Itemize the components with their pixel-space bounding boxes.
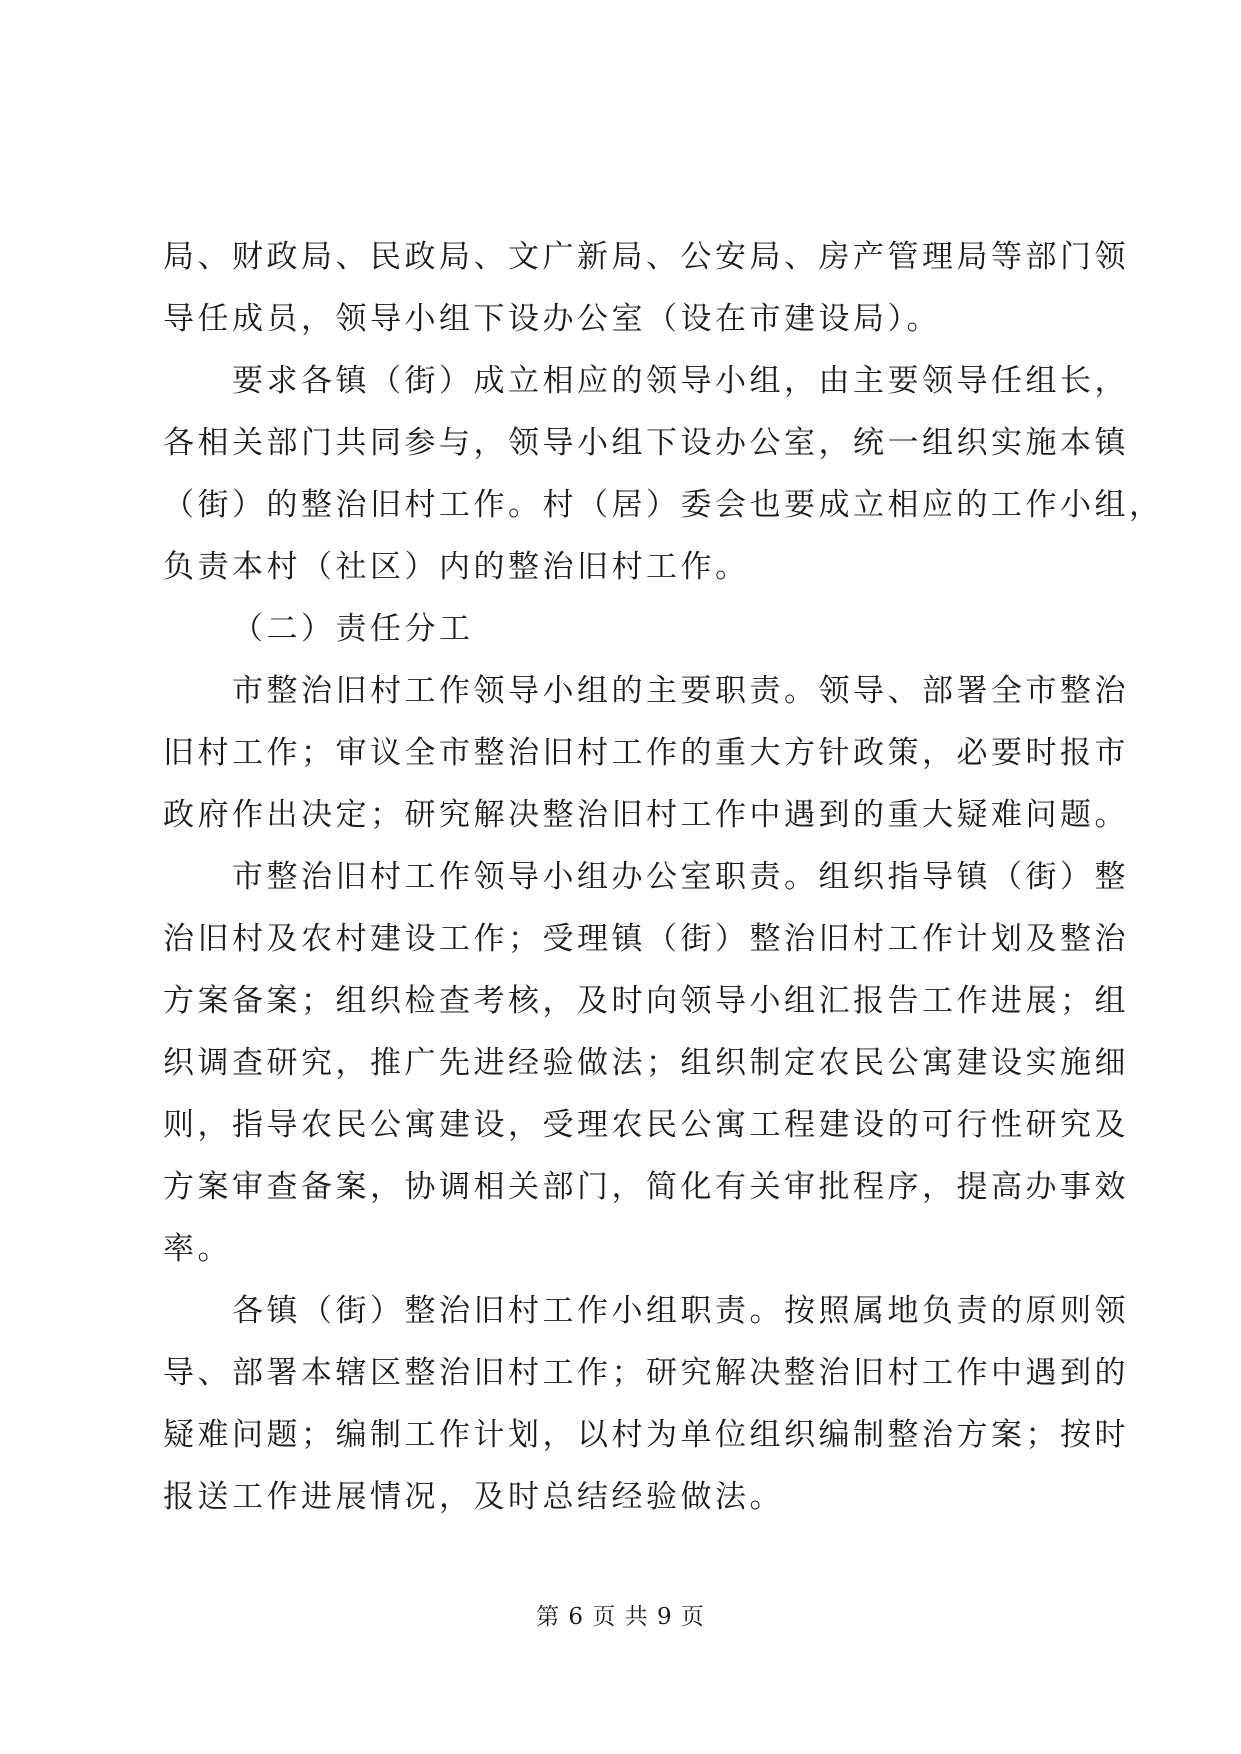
text-line: （街）的整治旧村工作。村（居）委会也要成立相应的工作小组， [163, 487, 1164, 523]
text-line: 疑难问题；编制工作计划，以村为单位组织编制整治方案；按时 [163, 1417, 1129, 1453]
text-line: 旧村工作；审议全市整治旧村工作的重大方针政策，必要时报市 [163, 735, 1129, 771]
paragraph-start-line: 市整治旧村工作领导小组的主要职责。领导、部署全市整治 [232, 673, 1129, 709]
text-line: 各相关部门共同参与，领导小组下设办公室，统一组织实施本镇 [163, 425, 1129, 461]
text-line: 率。 [163, 1231, 232, 1267]
paragraph-start-line: 市整治旧村工作领导小组办公室职责。组织指导镇（街）整 [232, 859, 1129, 895]
text-line: 则，指导农民公寓建设，受理农民公寓工程建设的可行性研究及 [163, 1107, 1129, 1143]
text-line: 方案备案；组织检查考核，及时向领导小组汇报告工作进展；组 [163, 983, 1129, 1019]
text-line: 局、财政局、民政局、文广新局、公安局、房产管理局等部门领 [163, 239, 1129, 275]
page-number-footer: 第 6 页 共 9 页 [536, 1604, 705, 1630]
section-heading: （二）责任分工 [232, 611, 474, 647]
text-line: 负责本村（社区）内的整治旧村工作。 [163, 549, 750, 585]
text-line: 治旧村及农村建设工作；受理镇（街）整治旧村工作计划及整治 [163, 921, 1129, 957]
text-line: 导任成员，领导小组下设办公室（设在市建设局）。 [163, 301, 941, 337]
text-line: 导、部署本辖区整治旧村工作；研究解决整治旧村工作中遇到的 [163, 1355, 1129, 1391]
text-line: 报送工作进展情况，及时总结经验做法。 [163, 1479, 784, 1515]
paragraph-start-line: 要求各镇（街）成立相应的领导小组，由主要领导任组长， [232, 363, 1129, 399]
document-body [163, 226, 1164, 1528]
text-line: 方案审查备案，协调相关部门，简化有关审批程序，提高办事效 [163, 1169, 1129, 1205]
text-line: 织调查研究，推广先进经验做法；组织制定农民公寓建设实施细 [163, 1045, 1129, 1081]
paragraph-start-line: 各镇（街）整治旧村工作小组职责。按照属地负责的原则领 [232, 1293, 1129, 1329]
text-line: 政府作出决定；研究解决整治旧村工作中遇到的重大疑难问题。 [163, 797, 1129, 833]
